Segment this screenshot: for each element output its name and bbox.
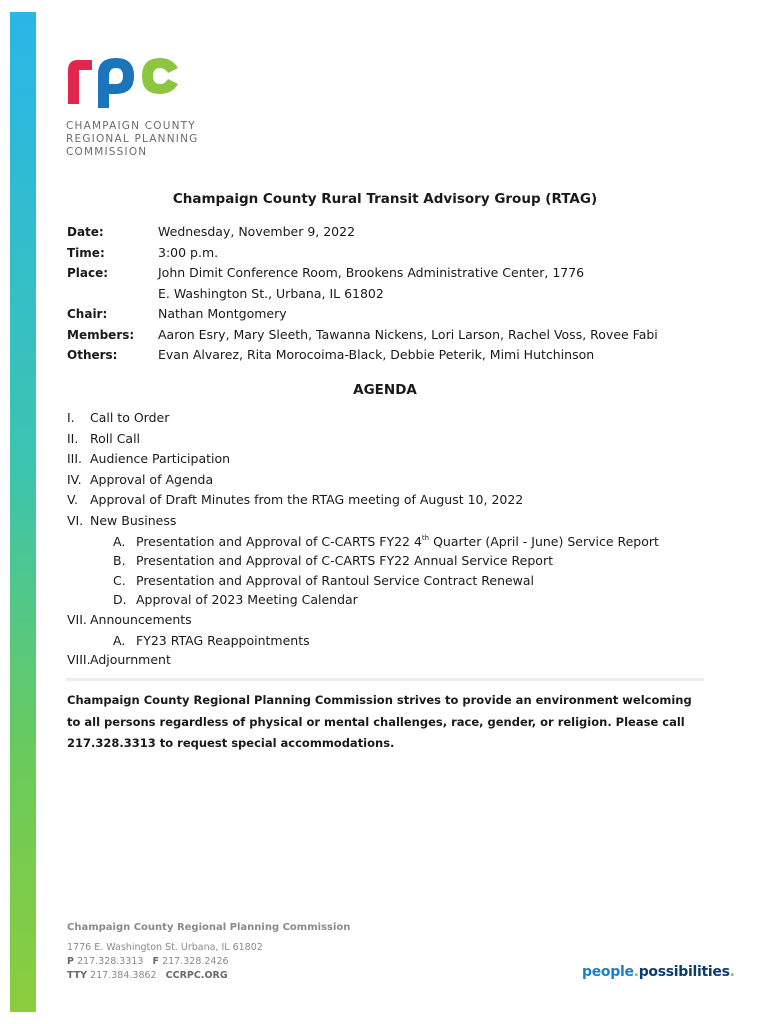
- decorative-sidebar-bar: [10, 12, 36, 1012]
- agenda-subitem-text: Presentation and Approval of C-CARTS FY22 4th Quarter (April - June) Service Report: [136, 533, 659, 549]
- others-value: Evan Alvarez, Rita Morocoima-Black, Debbie Peterik, Mimi Hutchinson: [158, 347, 595, 362]
- footer-org-name: Champaign County Regional Planning Commission: [67, 922, 351, 933]
- chair-row: [67, 304, 658, 325]
- agenda-item-number: V.: [67, 492, 78, 508]
- agenda-subitem-letter: A.: [113, 533, 126, 549]
- place-row: [67, 263, 658, 304]
- footer-contact: [67, 941, 350, 983]
- agenda-item-number: IV.: [67, 471, 82, 487]
- agenda-item: [67, 650, 613, 671]
- rpc-logo: [64, 52, 184, 108]
- agenda-item-text: Adjournment: [90, 652, 171, 668]
- place-label: Place:: [67, 266, 109, 280]
- date-value: Wednesday, November 9, 2022: [158, 224, 356, 239]
- logo-letter-c: [142, 58, 178, 94]
- agenda-item-number: VI.: [67, 512, 84, 528]
- footer-address: 1776 E. Washington St. Urbana, IL 61802: [67, 942, 263, 953]
- members-value: Aaron Esry, Mary Sleeth, Tawanna Nickens, Lori Larson, Rachel Voss, Rovee Fabi: [158, 326, 658, 342]
- chair-label: Chair:: [67, 307, 108, 321]
- agenda-item-number: III.: [67, 451, 83, 467]
- time-row: [67, 243, 658, 264]
- agenda-item: [67, 470, 613, 491]
- org-name-line-3: COMMISSION: [66, 146, 148, 158]
- agenda-item-text: New Business: [90, 512, 177, 528]
- footer-tty-web: TTY 217.384.3862 CCRPC.ORG: [67, 970, 228, 981]
- accessibility-notice: Champaign County Regional Planning Commission strives to provide an environment welcoming to all persons regardless of physical or mental challenges, race, gender, or religion. Please call 217.328.3313 to request special accommodations.: [67, 693, 692, 750]
- place-line-2: E. Washington St., Urbana, IL 61802: [158, 285, 384, 301]
- members-row: [67, 325, 658, 346]
- agenda-item-number: II.: [67, 430, 79, 446]
- agenda-item-text: Approval of Agenda: [90, 471, 214, 487]
- agenda-item-number: I.: [67, 410, 75, 425]
- agenda-subitem: [113, 551, 659, 571]
- agenda-item: [67, 490, 613, 511]
- agenda-subitem-letter: A.: [113, 632, 126, 648]
- place-line-1: John Dimit Conference Room, Brookens Administrative Center, 1776: [158, 265, 585, 280]
- agenda-subitem: [113, 532, 659, 552]
- agenda-heading: AGENDA: [353, 382, 417, 398]
- meeting-title: Champaign County Rural Transit Advisory Group (RTAG): [172, 191, 598, 207]
- org-name-line-2: REGIONAL PLANNING: [66, 133, 199, 145]
- place-value: [158, 263, 584, 304]
- tagline: people.possibilities.: [582, 964, 735, 980]
- agenda-item-text: Announcements: [90, 611, 192, 627]
- org-name-line-1: CHAMPAIGN COUNTY: [66, 120, 196, 132]
- logo-letter-r: [68, 60, 92, 104]
- agenda-item-number: VII.: [67, 611, 87, 627]
- agenda-subitem-letter: B.: [113, 553, 126, 569]
- date-label: Date:: [67, 225, 104, 239]
- others-row: [67, 345, 658, 366]
- agenda-subitem: [113, 631, 659, 651]
- footer-website[interactable]: CCRPC.ORG: [165, 970, 228, 981]
- footer-tty: 217.384.3862: [90, 970, 157, 981]
- footer-fax: 217.328.2426: [162, 956, 229, 967]
- agenda-item: [67, 449, 613, 470]
- org-name: [66, 120, 198, 159]
- agenda-subitem-letter: D.: [113, 592, 127, 608]
- agenda-subitem-text: FY23 RTAG Reappointments: [136, 632, 310, 648]
- date-row: [67, 222, 658, 243]
- logo-letter-p: [98, 58, 134, 108]
- time-value: 3:00 p.m.: [158, 244, 219, 260]
- agenda-subitem-text: Presentation and Approval of C-CARTS FY22 Annual Service Report: [136, 553, 553, 569]
- others-label: Others:: [67, 348, 118, 362]
- footer-phone-fax: P 217.328.3313 F 217.328.2426: [67, 956, 229, 967]
- agenda-subitem-text: Approval of 2023 Meeting Calendar: [136, 592, 358, 608]
- divider: [66, 678, 704, 681]
- agenda-item: [67, 511, 613, 532]
- agenda-item: [67, 610, 613, 631]
- agenda-item-text: Call to Order: [90, 410, 170, 425]
- agenda-item-number: VIII.: [67, 652, 91, 668]
- agenda-list: [67, 408, 659, 671]
- agenda-subitem-text: Presentation and Approval of Rantoul Service Contract Renewal: [136, 572, 535, 588]
- footer: [67, 922, 350, 983]
- time-label: Time:: [67, 245, 105, 260]
- agenda-subitem: [113, 571, 659, 591]
- footer-phone: 217.328.3313: [77, 956, 144, 967]
- meeting-details: [67, 222, 658, 366]
- agenda-subitem: [113, 590, 659, 610]
- agenda-item: [67, 408, 613, 429]
- agenda-item-text: Roll Call: [90, 430, 141, 446]
- members-label: Members:: [67, 327, 135, 342]
- agenda-item-text: Audience Participation: [90, 451, 231, 467]
- agenda-item: [67, 429, 613, 450]
- agenda-subitem-letter: C.: [113, 572, 126, 588]
- agenda-item-text: Approval of Draft Minutes from the RTAG meeting of August 10, 2022: [90, 492, 524, 508]
- chair-value: Nathan Montgomery: [158, 306, 287, 321]
